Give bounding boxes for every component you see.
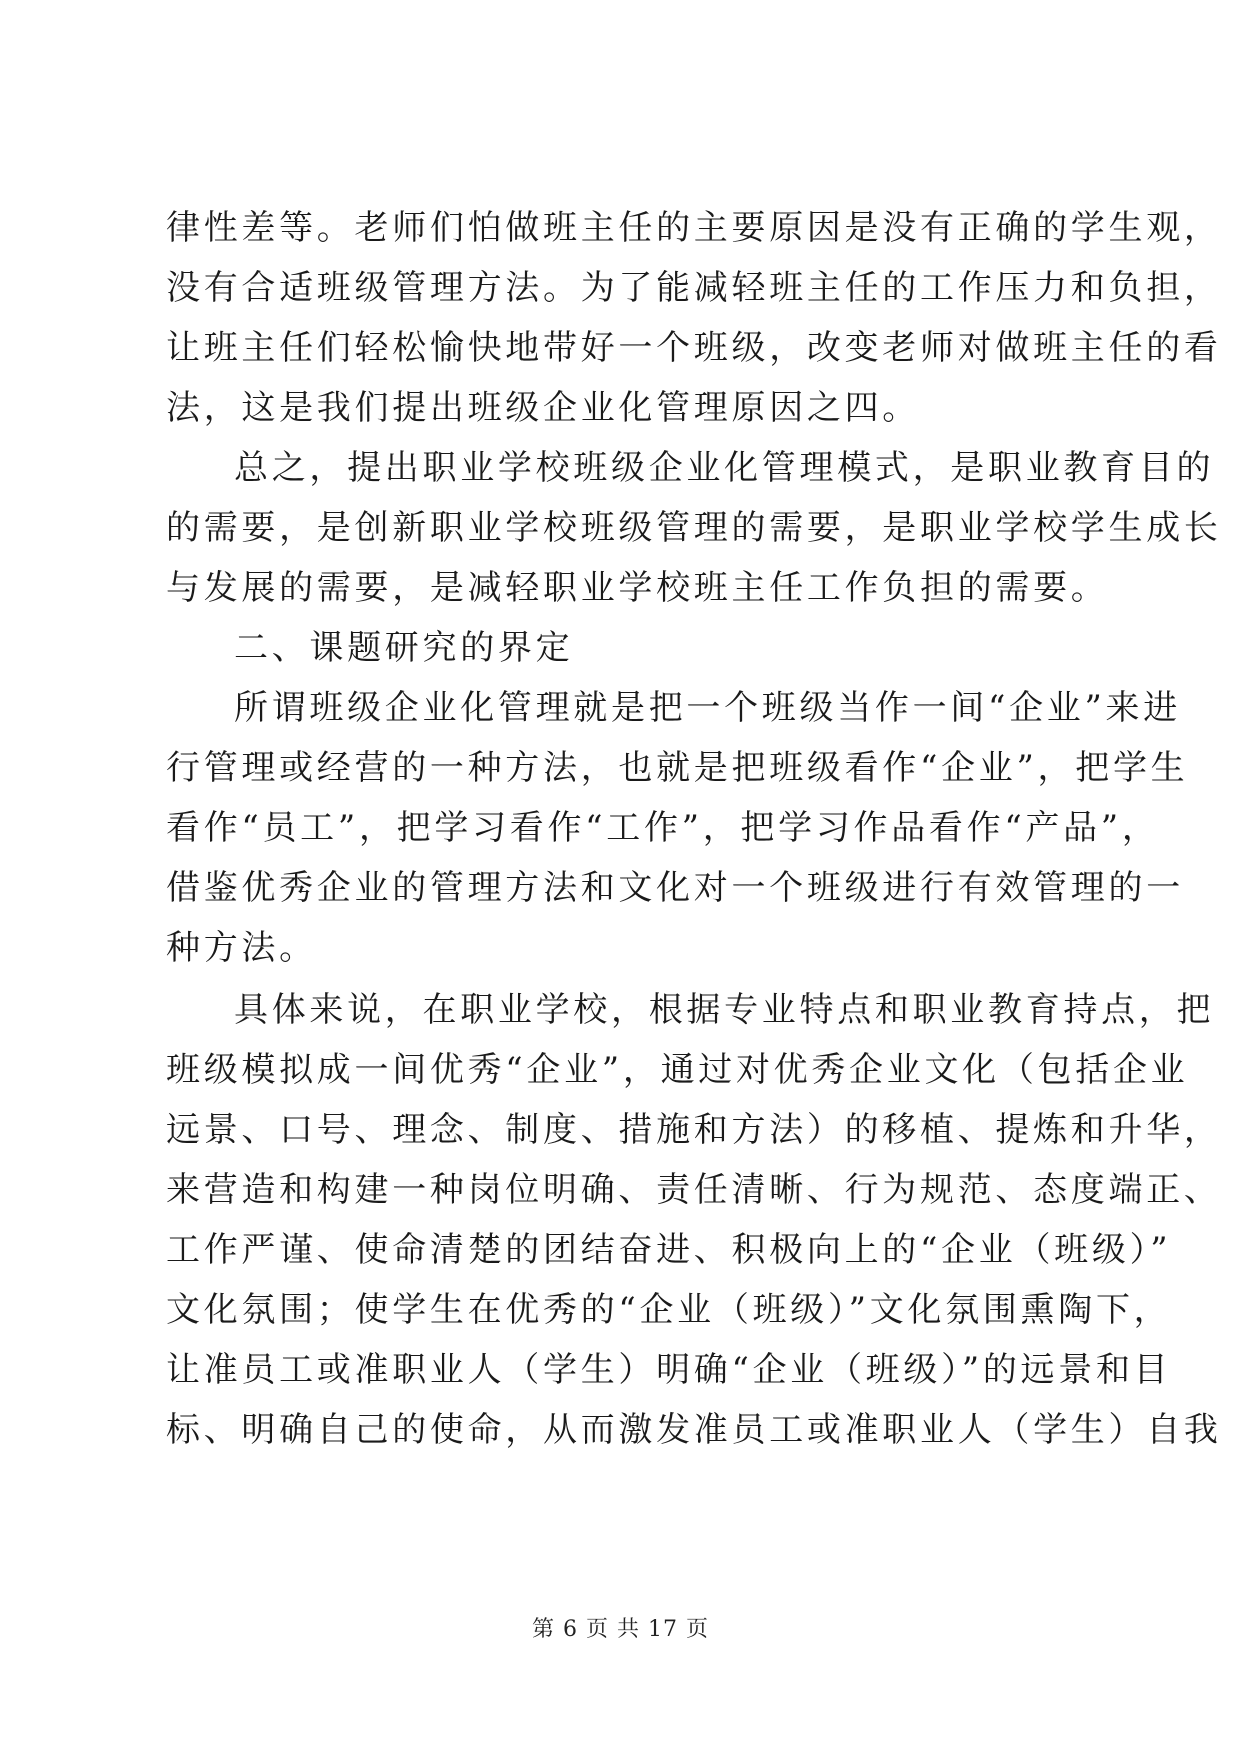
paragraph-first-line: 具体来说，在职业学校，根据专业特点和职业教育持点，把 <box>234 990 1215 1030</box>
text-line: 与发展的需要，是减轻职业学校班主任工作负担的需要。 <box>166 568 1109 608</box>
text-line: 的需要，是创新职业学校班级管理的需要，是职业学校学生成长 <box>166 508 1222 548</box>
text-line: 借鉴优秀企业的管理方法和文化对一个班级进行有效管理的一 <box>166 868 1184 908</box>
text-line: 法，这是我们提出班级企业化管理原因之四。 <box>166 388 920 428</box>
text-line: 让准员工或准职业人（学生）明确“企业（班级）”的远景和目 <box>166 1350 1172 1390</box>
text-line: 种方法。 <box>166 928 317 968</box>
text-line: 标、明确自己的使命，从而激发准员工或准职业人（学生）自我 <box>166 1410 1222 1450</box>
text-line: 没有合适班级管理方法。为了能减轻班主任的工作压力和负担， <box>166 268 1222 308</box>
text-line: 班级模拟成一间优秀“企业”，通过对优秀企业文化（包括企业 <box>166 1050 1189 1090</box>
text-line: 工作严谨、使命清楚的团结奋进、积极向上的“企业（班级）” <box>166 1230 1172 1270</box>
text-line: 看作“员工”，把学习看作“工作”，把学习作品看作“产品”， <box>166 808 1160 848</box>
text-line: 让班主任们轻松愉快地带好一个班级，改变老师对做班主任的看 <box>166 328 1222 368</box>
text-line: 律性差等。老师们怕做班主任的主要原因是没有正确的学生观， <box>166 208 1222 248</box>
text-line: 文化氛围；使学生在优秀的“企业（班级）”文化氛围熏陶下， <box>166 1290 1172 1330</box>
text-line: 远景、口号、理念、制度、措施和方法）的移植、提炼和升华， <box>166 1110 1222 1150</box>
paragraph-first-line: 总之，提出职业学校班级企业化管理模式，是职业教育目的 <box>234 448 1215 488</box>
text-line: 来营造和构建一种岗位明确、责任清晰、行为规范、态度端正、 <box>166 1170 1222 1210</box>
page-number-footer: 第 6 页 共 17 页 <box>532 1617 709 1642</box>
text-line: 行管理或经营的一种方法，也就是把班级看作“企业”，把学生 <box>166 748 1189 788</box>
paragraph-first-line: 所谓班级企业化管理就是把一个班级当作一间“企业”来进 <box>234 688 1181 728</box>
section-heading: 二、课题研究的界定 <box>234 628 574 668</box>
